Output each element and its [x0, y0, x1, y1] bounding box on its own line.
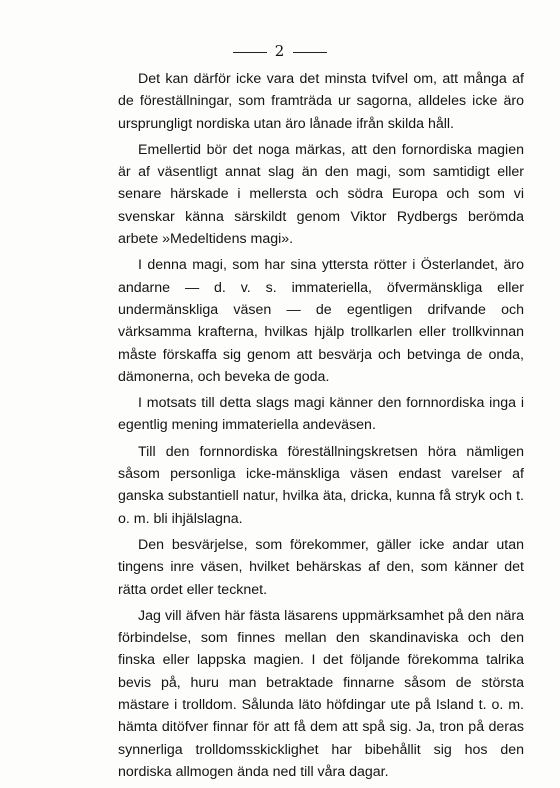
paragraph: Emellertid bör det noga märkas, att den fornordiska magien är af väsentligt annat slag än den magi, som samtidigt eller senare härskade i mellersta och södra Europa och som vi svenskar känna särskildt genom Viktor Rydbergs berömda arbete »Medeltidens magi».: [118, 141, 524, 248]
paragraph: I denna magi, som har sina yttersta rötter i Österlandet, äro andarne — d. v. s. immateriella, öfvermänskliga eller undermänskliga väsen — de egentligen drifvande och värksamma krafterna, hvilkas hjälp trollkarlen eller trollkvinnan måste förskaffa sig genom att besvärja och betvinga de onda, dämonerna, och beveka de goda.: [118, 257, 524, 385]
header-dash-left: [233, 52, 267, 53]
header-dash-right: [293, 52, 327, 53]
paragraph: Till den fornnordiska föreställningskretsen höra nämligen såsom personliga icke-mänskliga väsen endast varelser af ganska substantiell natur, hvilka äta, dricka, kunna få stryk och t. o. m. bli ihjälslagna.: [118, 443, 524, 527]
paragraph: I motsats till detta slags magi känner den fornnordiska inga i egentlig mening immateriella andeväsen.: [118, 395, 524, 434]
page-header: [0, 42, 560, 60]
paragraph: Det kan därför icke vara det minsta tvifvel om, att många af de föreställningar, som framträda ur sagorna, alldeles icke äro ursprungligt nordiska utan äro lånade ifrån skilda håll.: [118, 71, 524, 132]
body-text: [118, 68, 524, 787]
page-number: 2: [274, 42, 286, 60]
paragraph: Jag vill äfven här fästa läsarens uppmärksamhet på den nära förbindelse, som finnes mellan den skandinaviska och den finska eller lappska magien. I det följande förekomma talrika bevis på, huru man betraktade finnarne såsom de största mästare i trolldom. Sålunda läto höfdingar ute på Island t. o. m. hämta ditöfver finnar för att få dem att spå sig. Ja, tron på deras synnerliga trolldomsskicklighet har bibehållit sig hos den nordiska allmogen ända ned till våra dagar.: [118, 607, 524, 780]
paragraph: Den besvärjelse, som förekommer, gäller icke andar utan tingens inre väsen, hvilket behärskas af den, som känner det rätta ordet eller tecknet.: [118, 536, 524, 598]
